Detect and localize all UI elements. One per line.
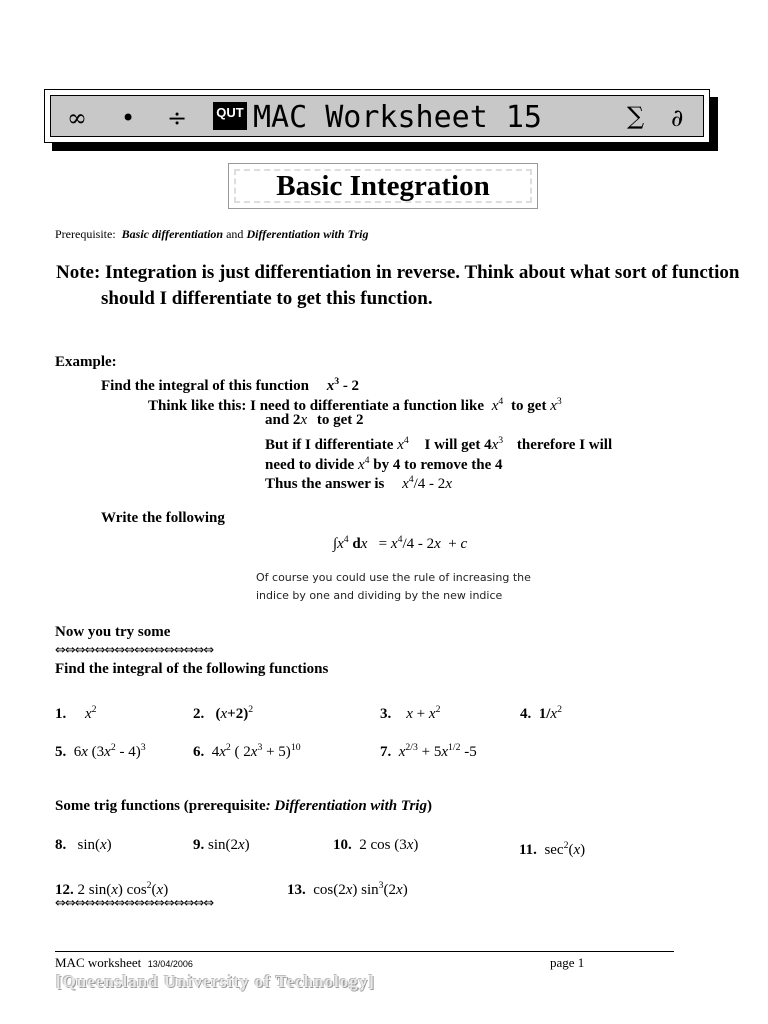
problem-9: 9. sin(2x) bbox=[193, 837, 250, 853]
problem-2: 2. $(x+2)^2$ bbox=[193, 704, 254, 722]
problem-5: 5. 6x $(3x^2 - 4)^3$ bbox=[55, 742, 146, 760]
prerequisite-line bbox=[55, 226, 368, 242]
header-banner bbox=[44, 89, 710, 143]
sum-icon: ∑ bbox=[627, 102, 645, 130]
subtitle: Basic Integration bbox=[234, 169, 532, 203]
problem-10: 10. 2 cos (3x) bbox=[333, 837, 419, 853]
rule-note-line-1: Of course you could use the rule of increasing the bbox=[256, 571, 531, 584]
try-label: Now you try some bbox=[55, 624, 171, 640]
example-line-4: need to divide $x^4$ by 4 to remove the 4 bbox=[265, 455, 503, 473]
arrows-divider-top: ⇔⇔⇔⇔⇔⇔⇔⇔⇔⇔⇔⇔⇔⇔⇔⇔ bbox=[55, 643, 214, 658]
integral-equation: $\int x^4$ dx = $x^4/4 - 2x + c$ bbox=[333, 534, 468, 552]
arrows-divider-bottom: ⇔⇔⇔⇔⇔⇔⇔⇔⇔⇔⇔⇔⇔⇔⇔⇔ bbox=[55, 896, 214, 911]
example-think-line: Think like this: I need to differentiate a function like $x^4$ to get $x^3$ bbox=[148, 396, 562, 414]
problem-3: 3. $x + x^2$ bbox=[380, 704, 441, 722]
problem-1: 1. $x^2$ bbox=[55, 704, 97, 722]
problem-8: 8. sin(x) bbox=[55, 837, 112, 853]
footer-organization: [Queensland University of Technology] bbox=[56, 972, 375, 991]
divide-icon: ÷ bbox=[167, 104, 188, 132]
worksheet-title: MAC Worksheet 15 bbox=[253, 100, 542, 135]
note-paragraph: Note: Integration is just differentiation in reverse. Think about what sort of function should I differentiate to get this function. bbox=[56, 262, 740, 309]
example-line-2: and 2x to get 2 bbox=[265, 412, 364, 428]
footer-left bbox=[55, 954, 193, 973]
prerequisite-and: and bbox=[226, 227, 244, 241]
problem-11: 11. $\sec^2(x)$ bbox=[519, 840, 586, 858]
problem-6: 6. $4x^2$ ( $2x^3 + 5)^{10}$ bbox=[193, 742, 301, 760]
instruction: Find the integral of the following functions bbox=[55, 661, 329, 677]
problem-13: 13. cos(2x) $\sin^3(2x)$ bbox=[287, 880, 408, 898]
trig-label: Some trig functions (prerequisite: Differentiation with Trig) bbox=[55, 798, 432, 814]
rule-note-line-2: indice by one and dividing by the new indice bbox=[256, 589, 503, 602]
partial-icon: ∂ bbox=[671, 104, 684, 132]
bullet-icon: • bbox=[121, 104, 136, 132]
example-line-3: But if I differentiate $x^4$ I will get $4x^3$ therefore I will bbox=[265, 435, 613, 453]
write-label: Write the following bbox=[101, 510, 225, 526]
footer-worksheet-label: MAC worksheet bbox=[55, 955, 142, 970]
header-banner-inner bbox=[50, 95, 704, 137]
problem-4: 4. $1/x^2$ bbox=[520, 704, 562, 722]
example-line-5: Thus the answer is $x^4/4 - 2x$ bbox=[265, 474, 452, 492]
example-label: Example: bbox=[55, 354, 117, 370]
example-find-line: Find the integral of this function $x^3 - 2$ bbox=[101, 376, 360, 394]
footer-rule bbox=[55, 951, 674, 952]
problem-12: 12. 2 sin(x) $\cos^2(x)$ bbox=[55, 880, 169, 898]
subtitle-box bbox=[228, 163, 538, 209]
footer-date: 13/04/2006 bbox=[147, 959, 193, 969]
prerequisite-label: Prerequisite: bbox=[55, 227, 116, 241]
prerequisite-topic-1: Basic differentiation bbox=[121, 227, 224, 241]
qut-logo: QUT bbox=[213, 102, 247, 130]
prerequisite-topic-2: Differentiation with Trig bbox=[246, 227, 369, 241]
infinity-icon: ∞ bbox=[67, 104, 87, 132]
footer-page: page 1 bbox=[550, 955, 585, 970]
problem-7: 7. $x^{2/3} + 5x^{1/2}$ -5 bbox=[380, 742, 477, 760]
